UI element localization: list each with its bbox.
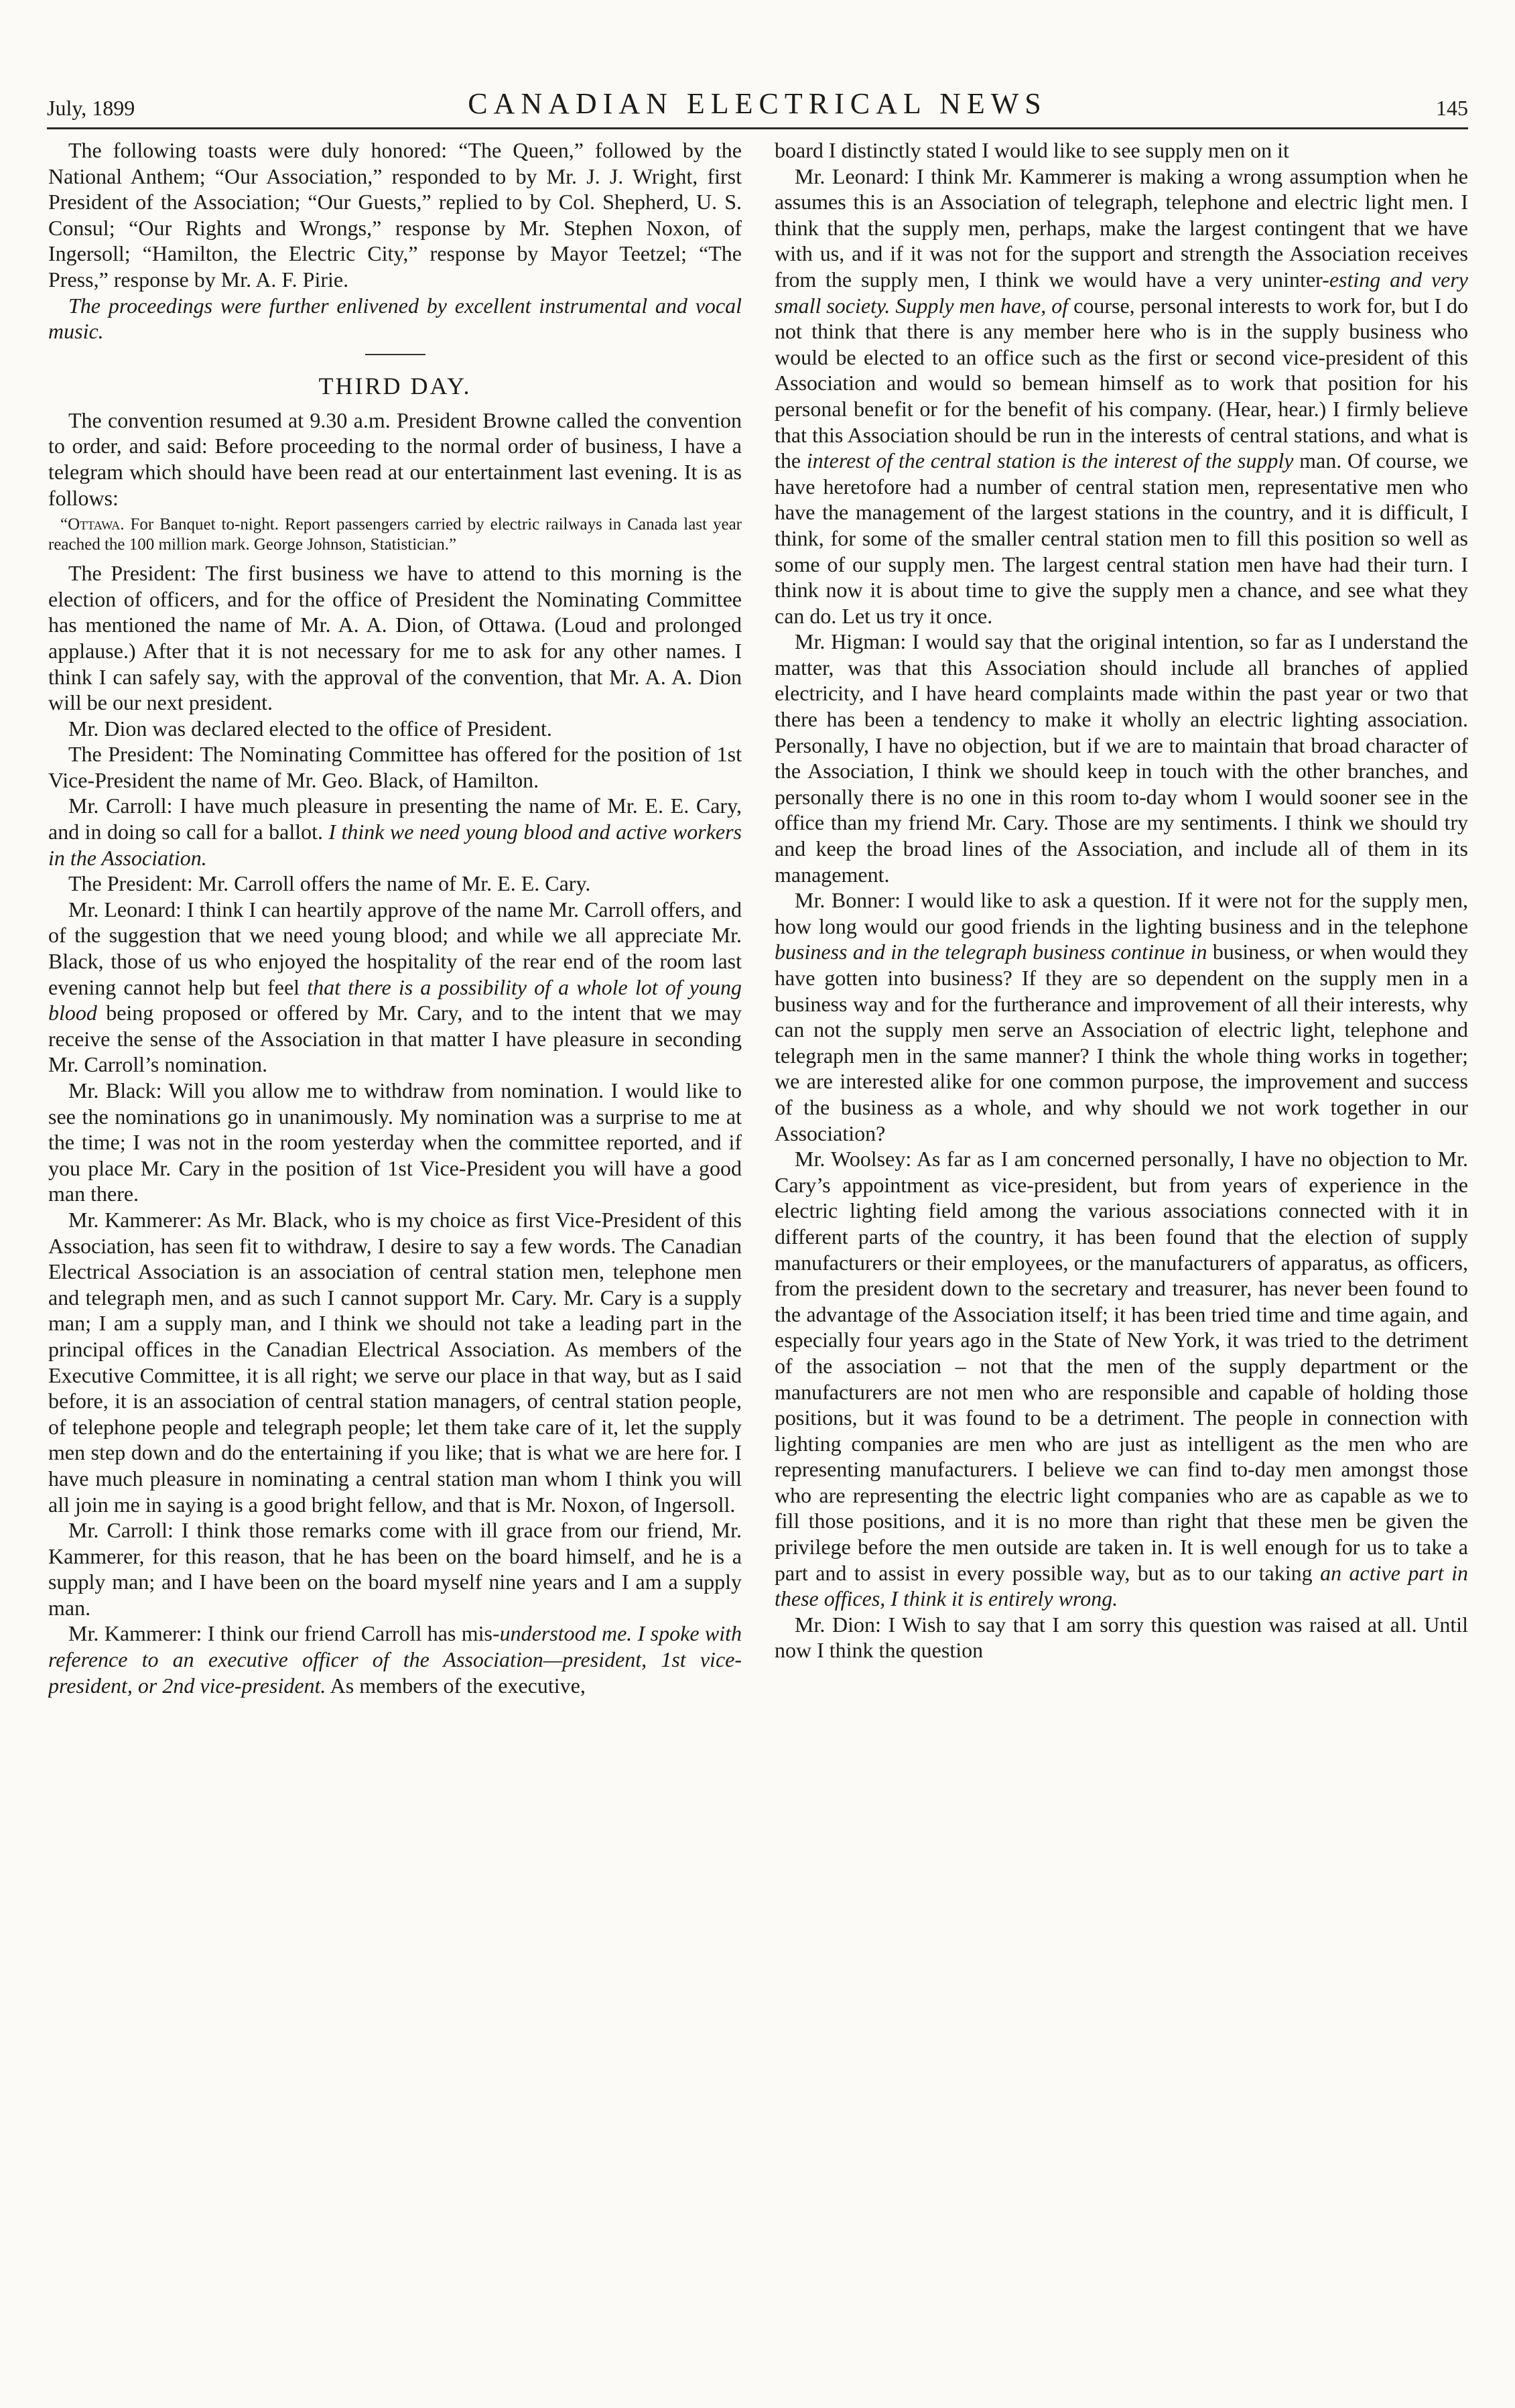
right-column bbox=[775, 137, 1468, 2369]
president-cary-paragraph: The President: Mr. Carroll offers the name of Mr. E. E. Cary. bbox=[68, 871, 591, 896]
kammerer-reply-text-2: As members of the executive, bbox=[326, 1673, 586, 1698]
leonard-second-paragraph bbox=[775, 164, 1468, 629]
leonard-text-2: being proposed or offered by Mr. Cary, and to the intent that we may receive the sense of the Association in that matter I have pleasure in seconding Mr. Carroll’s nomination. bbox=[48, 1001, 742, 1077]
bonner-italic-text: business and in the telegraph business continue in bbox=[775, 940, 1207, 964]
leonard2-text-2: course, personal interests to work for, but I do not think that there is any member here who is in the supply business who would be elected to an office such as the first or second vice-president of this Association and would so bemean himself as to work that position for his personal benefit or for the benefit of his company. (Hear, hear.) I firmly believe that this Association should be run in the interests of central stations, and what is the bbox=[775, 293, 1468, 473]
kammerer-reply-paragraph bbox=[48, 1621, 742, 1698]
leonard-italic-text: that there is a possibility of a whole lot of young blood bbox=[48, 974, 742, 1025]
bonner-text-1: Mr. Bonner: I would like to ask a question. If it were not for the supply men, how long would our good friends in the lighting business and in the telephone bbox=[775, 888, 1468, 938]
section-heading: THIRD DAY. bbox=[318, 372, 472, 399]
convention-resumed-paragraph: The convention resumed at 9.30 a.m. President Browne called the convention to order, and said: Before proceeding to the normal order of business, I have a telegram which should have been read at our entertainment last evening. It is as follows: bbox=[48, 407, 742, 510]
carroll-text: Mr. Carroll: I have much pleasure in presenting the name of Mr. E. E. Cary, and in doing so call for a ballot. bbox=[48, 794, 742, 844]
kammerer-reply-text-1: Mr. Kammerer: I think our friend Carroll has mis- bbox=[68, 1621, 500, 1646]
telegram-quote: “Ottawa. For Banquet to-night. Report passengers carried by electric railways in Canada last year reached the 100 million mark. George Johnson, Statistician.” bbox=[48, 515, 742, 554]
left-column bbox=[48, 137, 742, 2369]
woolsey-paragraph bbox=[775, 1146, 1468, 1612]
issue-date: July, 1899 bbox=[47, 96, 135, 120]
leonard-text-1: Mr. Leonard: I think I can heartily approve of the name Mr. Carroll offers, and of the suggestion that we need young blood; and while we all appreciate Mr. Black, those of us who enjoyed the hospitality of the rear end of the room last evening cannot help but feel bbox=[48, 897, 742, 999]
president-election-paragraph: The President: The first business we have to attend to this morning is the election of officers, and for the office of President the Nominating Committee has mentioned the name of Mr. A. A. Dion, of Ottawa. (Loud and prolonged applause.) After that it is not necessary for me to ask for any other names. I think I can safely say, with the approval of the convention, that Mr. A. A. Dion will be our next president. bbox=[48, 561, 742, 715]
leonard-paragraph bbox=[48, 897, 742, 1078]
carroll-reply-paragraph: Mr. Carroll: I think those remarks come with ill grace from our friend, Mr. Kammerer, for this reason, that he has been on the board himself, and he is a supply man; and I have been on the board myself nine years and I am a supply man. bbox=[48, 1518, 742, 1620]
woolsey-text: Mr. Woolsey: As far as I am concerned personally, I have no objection to Mr. Cary’s appointment as vice-president, but from years of experience in the electric lighting field among the various associations connected with it in different parts of the country, it has been found that the election of supply manufacturers or their employees, or the manufacturers of apparatus, as officers, from the president down to the secretary and treasurer, has never been found to the advantage of the Association itself; it has been tried time and time again, and especially four years ago in the State of New York, it was tried to the detriment of the association – not that the men of the supply department or the manufacturers are not men who are responsible and capable of holding those positions, but it was found to be a detriment. The people in connection with lighting companies are men who are just as intelligent as the men who are representing manufacturers. I believe we can find to-day men amongst those who are representing the electric light companies who are as capable as we to fill those positions, and it is no more than right that these men be given the privilege before the men outside are taken in. It is well enough for us to take a part and to assist in every possible way, but as to our taking bbox=[775, 1147, 1468, 1585]
woolsey-italic-text: an active part in these offices, I think it is entirely wrong. bbox=[775, 1560, 1468, 1611]
carroll-italic-text: I think we need young blood and active workers in the Association. bbox=[48, 820, 742, 870]
toasts-paragraph: The following toasts were duly honored: “The Queen,” followed by the National Anthem; “Our Association,” responded to by Mr. J. J. Wright, first President of the Association; “Our Guests,” replied to by Col. Shepherd, U. S. Consul; “Our Rights and Wrongs,” response by Mr. Stephen Noxon, of Ingersoll; “Hamilton, the Electric City,” response by Mayor Teetzel; “The Press,” response by Mr. A. F. Pirie. bbox=[48, 138, 742, 292]
page-number: 145 bbox=[1436, 96, 1468, 120]
leonard2-italic-2: interest of the central station is the interest of the supply bbox=[806, 448, 1294, 473]
leonard2-text-3: man. Of course, we have heretofore had a number of central station men, representative men who have the management of the largest stations in the country, and it is difficult, I think, for some of the smaller central station men to fill this position so well as some of our supply men. The largest central station men have had their turn. I think now it is about time to give the supply men a chance, and see what they can do. Let us try it once. bbox=[775, 448, 1468, 628]
publication-title: CANADIAN ELECTRICAL NEWS bbox=[468, 87, 1047, 120]
dion-elected-paragraph: Mr. Dion was declared elected to the office of President. bbox=[68, 716, 552, 741]
page-header bbox=[47, 74, 1468, 129]
vice-president-nomination-paragraph: The President: The Nominating Committee has offered for the position of 1st Vice-President the name of Mr. Geo. Black, of Hamilton. bbox=[48, 742, 742, 792]
bonner-paragraph bbox=[775, 887, 1468, 1146]
telegram-body: For Banquet to-night. Report passengers carried by electric railways in Canada last year reached the 100 million mark. George Johnson, Statistician.” bbox=[48, 515, 742, 554]
continued-paragraph: board I distinctly stated I would like to see supply men on it bbox=[775, 138, 1289, 162]
leonard2-text-1: Mr. Leonard: I think Mr. Kammerer is making a wrong assumption when he assumes this is an Association of telegraph, telephone and electric light men. I think that the supply men, perhaps, make the largest contingent that we have with us, and if it was not for the support and strength the Association receives from the supply men, I think we would have a very uninter- bbox=[775, 164, 1468, 292]
kammerer-paragraph: Mr. Kammerer: As Mr. Black, who is my choice as first Vice-President of this Association, has seen fit to withdraw, I desire to say a few words. The Canadian Electrical Association is an association of central station men, telephone men and telegraph men, and as such I cannot support Mr. Cary. Mr. Cary is a supply man; I am a supply man, and I think we should not take a leading part in the principal offices in the Canadian Electrical Association. As members of the Executive Committee, it is all right; we serve our place in that way, but as I said before, it is an association of central station managers, of central station people, of telephone people and telegraph people; let them take care of it, let the supply men step down and do the entertaining if you like; that is what we are here for. I have much pleasure in nominating a central station man whom I think you will all join me in saying is a good bright fellow, and that is Mr. Noxon, of Ingersoll. bbox=[48, 1207, 742, 1517]
section-divider bbox=[365, 354, 425, 355]
higman-paragraph: Mr. Higman: I would say that the original intention, so far as I understand the matter, was that this Association should include all branches of applied electricity, and I have heard complaints made within the past year or two that there has been a tendency to make it wholly an electric lighting association. Personally, I have no objection, but if we are to maintain that broad character of the Association, I think we should keep in touch with the other branches, and personally there is no one in this room to-day whom I would sooner see in the office than my friend Mr. Cary. Those are my sentiments. I think we should try and keep the broad lines of the Association, and include all of them in its management. bbox=[775, 629, 1468, 887]
music-paragraph: The proceedings were further enlivened by excellent instrumental and vocal music. bbox=[48, 293, 742, 344]
leonard2-italic-1: esting and very small society. Supply men have, of bbox=[775, 267, 1468, 318]
telegram-place: Ottawa. bbox=[68, 515, 125, 534]
bonner-text-2: business, or when would they have gotten into business? If they are so dependent on the supply men in a business way and for the furtherance and improvement of all their interests, why can not the supply men serve an Association of electric light, telephone and telegraph men in the same manner? I think the whole thing works in together; we are interested alike for one common purpose, the improvement and success of the business as a whole, and why should we not work together in our Association? bbox=[775, 940, 1468, 1145]
carroll-paragraph bbox=[48, 793, 742, 871]
kammerer-reply-italic-text: understood me. I spoke with reference to an executive officer of the Association—president, 1st vice-president, or 2nd vice-president. bbox=[48, 1621, 742, 1698]
black-paragraph: Mr. Black: Will you allow me to withdraw from nomination. I would like to see the nominations go in unanimously. My nomination was a surprise to me at the time; I was not in the room yesterday when the committee reported, and if you place Mr. Cary in the position of 1st Vice-President you will have a good man there. bbox=[48, 1078, 742, 1206]
dion-paragraph: Mr. Dion: I Wish to say that I am sorry this question was raised at all. Until now I think the question bbox=[775, 1612, 1468, 1663]
